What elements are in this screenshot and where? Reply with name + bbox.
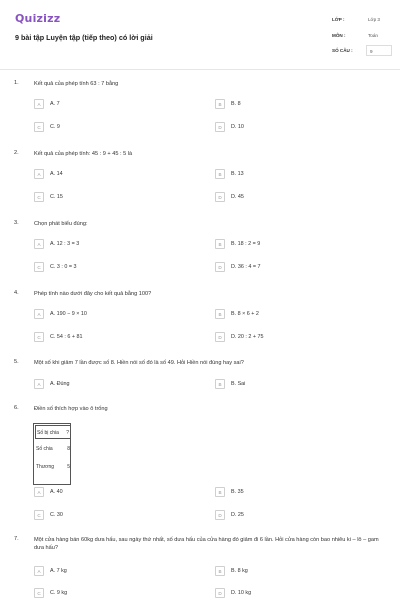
- option-letter: C: [34, 262, 44, 272]
- row-label: Số chia: [36, 446, 53, 452]
- question-number: 4.: [14, 290, 19, 296]
- option-letter: A: [34, 169, 44, 179]
- option-text: D. 10 kg: [231, 590, 252, 596]
- row-value: 8: [67, 446, 70, 452]
- option-text: B. Sai: [231, 381, 246, 387]
- option-letter: B: [215, 169, 225, 179]
- option-letter: C: [34, 192, 44, 202]
- meta-grade: [332, 17, 392, 29]
- option-text: B. 8 × 6 + 2: [231, 311, 259, 317]
- option-letter: C: [34, 588, 44, 598]
- question-text: Kết quả của phép tính 63 : 7 bằng: [34, 81, 119, 87]
- question-number: 1.: [14, 80, 19, 86]
- option-letter: A: [34, 99, 44, 109]
- option-text: A. 14: [50, 171, 63, 177]
- question-text: Một cửa hàng bán 60kg dưa hấu, sau ngày thứ nhất, số dưa hấu của cửa hàng đó giảm đi 6 lần. Hỏi cửa hàng còn bao nhiêu ki – lô – gam dưa hấu?: [34, 537, 379, 551]
- option-letter: A: [34, 309, 44, 319]
- option-text: B. 13: [231, 171, 244, 177]
- meta-subject-value: Toán: [368, 33, 378, 38]
- row-label: Số bị chia: [37, 430, 59, 436]
- question-number: 7.: [14, 536, 19, 542]
- question-text: Chọn phát biểu đúng:: [34, 221, 88, 227]
- meta-count-label: SỐ CÂU :: [332, 48, 353, 53]
- meta-count: [332, 48, 392, 60]
- option-letter: D: [215, 588, 225, 598]
- option-text: D. 36 : 4 = 7: [231, 264, 261, 270]
- meta-subject: [332, 33, 392, 45]
- option-text: C. 9 kg: [50, 590, 68, 596]
- option-letter: A: [34, 566, 44, 576]
- option-letter: B: [215, 99, 225, 109]
- option-letter: B: [215, 309, 225, 319]
- option-letter: D: [215, 510, 225, 520]
- option-letter: A: [34, 379, 44, 389]
- option-letter: C: [34, 510, 44, 520]
- option-letter: C: [34, 122, 44, 132]
- table-row: [35, 442, 71, 456]
- option-text: C. 3 : 0 = 3: [50, 264, 77, 270]
- option-text: C. 54 : 6 + 81: [50, 334, 83, 340]
- question-text: Phép tính nào dưới đây cho kết quả bằng 100?: [34, 291, 152, 297]
- meta-count-value: 9: [366, 45, 392, 56]
- option-letter: A: [34, 487, 44, 497]
- table-row: [35, 425, 71, 439]
- option-letter: D: [215, 122, 225, 132]
- question-text: Một số khi giảm 7 lần được số 8. Hiền nói số đó là số 49. Hỏi Hiền nói đúng hay sai?: [34, 360, 244, 366]
- option-text: A. Đúng: [50, 381, 70, 387]
- question-number: 5.: [14, 359, 19, 365]
- question-text: Kết quả của phép tính: 45 : 9 + 45 : 5 là: [34, 151, 133, 157]
- option-text: D. 25: [231, 512, 244, 518]
- option-letter: D: [215, 332, 225, 342]
- option-letter: D: [215, 262, 225, 272]
- option-text: C. 9: [50, 124, 60, 130]
- option-text: B. 8: [231, 101, 241, 107]
- question-number: 3.: [14, 220, 19, 226]
- meta-grade-label: LỚP :: [332, 17, 345, 22]
- option-text: A. 12 : 3 = 3: [50, 241, 80, 247]
- row-value: 5: [67, 464, 70, 470]
- option-text: C. 30: [50, 512, 63, 518]
- division-table: [33, 423, 71, 485]
- option-text: A. 7 kg: [50, 568, 67, 574]
- meta-grade-value: Lớp 3: [368, 17, 380, 22]
- quizizz-logo: Quizizz: [15, 12, 61, 25]
- worksheet-header: [0, 0, 400, 70]
- option-letter: B: [215, 239, 225, 249]
- row-value: ?: [66, 430, 69, 436]
- option-text: A. 7: [50, 101, 60, 107]
- option-text: D. 10: [231, 124, 244, 130]
- meta-subject-label: MÔN :: [332, 33, 346, 38]
- option-letter: D: [215, 192, 225, 202]
- option-text: D. 20 : 2 + 75: [231, 334, 264, 340]
- option-letter: B: [215, 566, 225, 576]
- question-text: Điền số thích hợp vào ô trống: [34, 406, 108, 412]
- option-text: B. 8 kg: [231, 568, 248, 574]
- option-letter: B: [215, 487, 225, 497]
- option-text: B. 18 : 2 = 9: [231, 241, 261, 247]
- option-text: D. 45: [231, 194, 244, 200]
- worksheet-title: 9 bài tập Luyện tập (tiếp theo) có lời giải: [15, 33, 153, 42]
- question-number: 6.: [14, 405, 19, 411]
- header-divider: [0, 69, 400, 70]
- table-row: [35, 460, 71, 474]
- option-text: A. 190 − 9 × 10: [50, 311, 87, 317]
- row-label: Thương: [36, 464, 55, 470]
- option-letter: B: [215, 379, 225, 389]
- option-text: B. 35: [231, 489, 244, 495]
- option-text: A. 40: [50, 489, 63, 495]
- question-number: 2.: [14, 150, 19, 156]
- option-text: C. 15: [50, 194, 63, 200]
- option-letter: A: [34, 239, 44, 249]
- option-letter: C: [34, 332, 44, 342]
